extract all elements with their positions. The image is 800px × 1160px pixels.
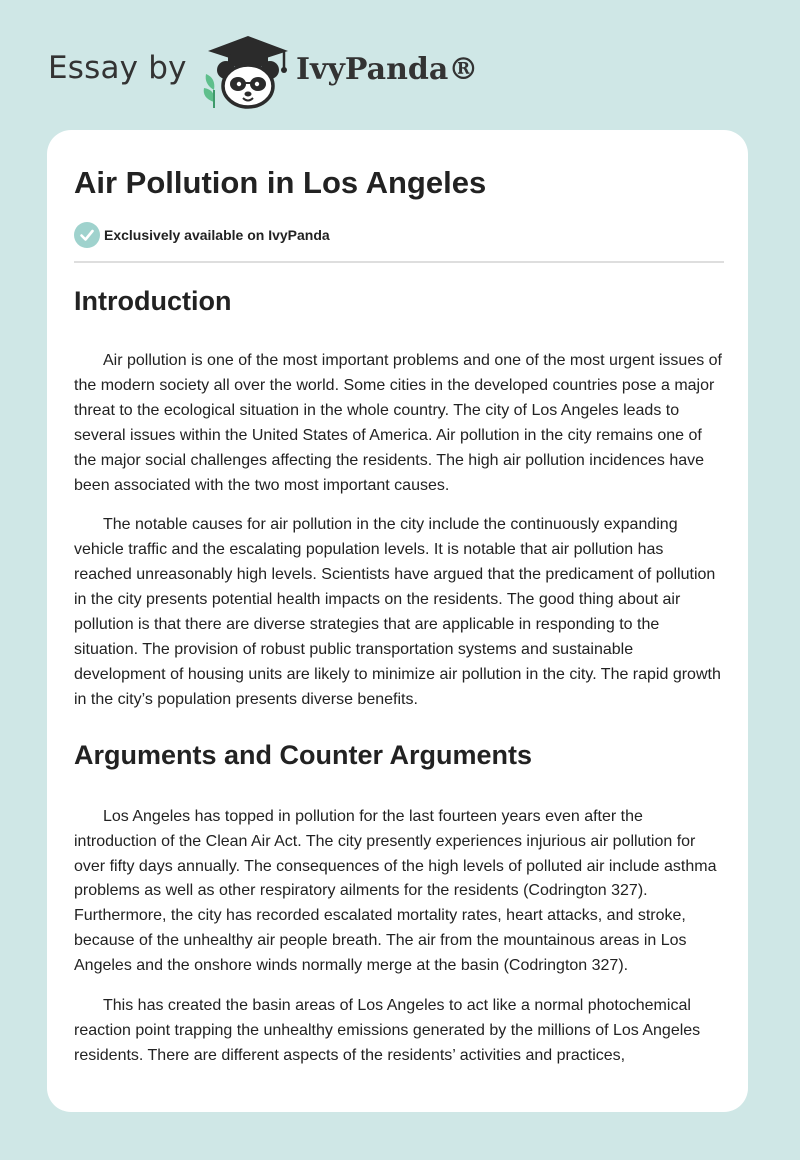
brand-name[interactable]: IvyPanda®: [296, 52, 479, 87]
exclusive-badge: [74, 222, 474, 248]
check-circle-icon: [74, 222, 100, 248]
divider: [74, 261, 724, 263]
section-heading-arguments: Arguments and Counter Arguments: [74, 739, 533, 770]
paragraph: The notable causes for air pollution in the city include the continuously expanding vehicle traffic and the escalating population levels. It is notable that air pollution has reached unreasonably high levels. Scientists have argued that the predicament of pollution in the city presents potential health impacts on the residents. The good thing about air pollution is that there are diverse strategies that are applicable in responding to the situation. The provision of robust public transportation systems and sustainable development of housing units are likely to minimize air pollution in the city. The rapid growth in the city’s population presents diverse benefits.: [74, 516, 721, 708]
page-title: Air Pollution in Los Angeles: [74, 165, 487, 200]
exclusive-badge-label: Exclusively available on IvyPanda: [104, 227, 330, 243]
essay-body: [74, 283, 724, 1069]
essay-card: [47, 130, 748, 1112]
panda-graduate-logo[interactable]: [200, 32, 290, 110]
paragraph: Los Angeles has topped in pollution for the last fourteen years even after the introduction of the Clean Air Act. The city presently experiences injurious air pollution for over fifty days annually. The consequences of the high levels of polluted air include asthma problems as well as other respiratory ailments for the residents (Codrington 327). Furthermore, the city has recorded escalated mortality rates, heart attacks, and stroke, because of the unhealthy air people breath. The air from the mountainous areas in Los Angeles and the onshore winds normally merge at the basin (Codrington 327).: [74, 807, 717, 975]
paragraph: This has created the basin areas of Los Angeles to act like a normal photochemical reaction point trapping the unhealthy emissions generated by the millions of Los Angeles residents. There are different aspects of the residents’ activities and practices,: [74, 997, 701, 1064]
paragraph: Air pollution is one of the most important problems and one of the most urgent issues of the modern society all over the world. Some cities in the developed countries pose a major threat to the ecological situation in the whole country. The city of Los Angeles leads to several issues within the United States of America. Air pollution in the city remains one of the major social challenges affecting the residents. The high air pollution incidences have been associated with the two most important causes.: [74, 352, 722, 494]
essay-by-label: Essay by: [48, 50, 187, 86]
site-header: [48, 30, 479, 110]
section-heading-introduction: Introduction: [74, 286, 232, 316]
